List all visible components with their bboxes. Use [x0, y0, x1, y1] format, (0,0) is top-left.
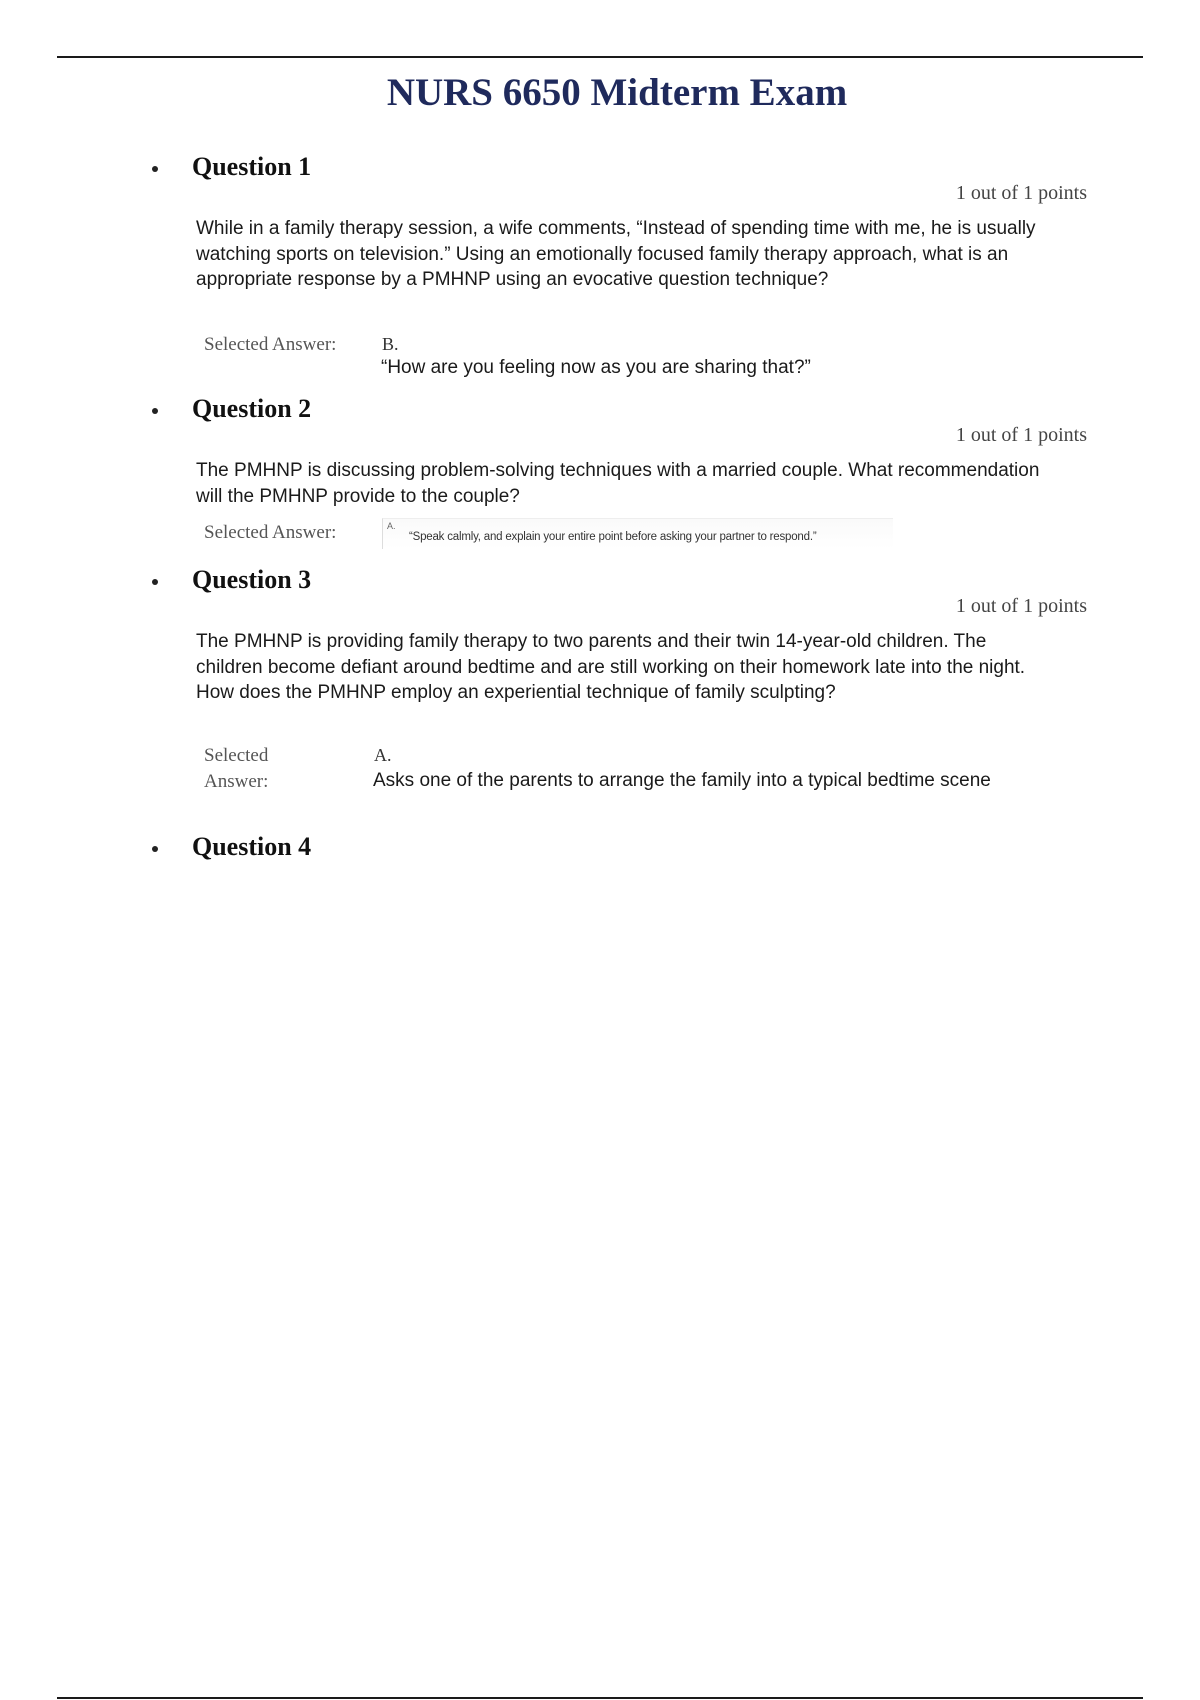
- selected-answer-label-line1: Selected: [204, 745, 269, 766]
- question-header: [152, 832, 1087, 864]
- question-4: [152, 832, 1087, 872]
- question-label: Question 4: [192, 832, 312, 861]
- bullet-icon: [152, 166, 158, 172]
- answer-snippet: [152, 518, 1087, 550]
- question-header: [152, 565, 1087, 597]
- top-rule: [57, 56, 1143, 58]
- answer-text: “How are you feeling now as you are sharing that?”: [381, 357, 811, 378]
- answer-letter: B.: [382, 334, 399, 354]
- bottom-rule: [57, 1697, 1143, 1699]
- points-score: 1 out of 1 points: [955, 182, 1087, 204]
- document-title: NURS 6650 Midterm Exam: [386, 71, 848, 114]
- answer-letter: A.: [374, 745, 392, 765]
- question-3: [152, 565, 1087, 825]
- points-score: 1 out of 1 points: [955, 424, 1087, 446]
- answer-text: “Speak calmly, and explain your entire point before asking your partner to respond.”: [409, 531, 817, 543]
- question-text: The PMHNP is discussing problem-solving techniques with a married couple. What recommendation will the PMHNP provide to the couple?: [196, 460, 1040, 507]
- answer-image: [382, 518, 893, 549]
- bullet-icon: [152, 579, 158, 585]
- question-label: Question 3: [192, 565, 312, 594]
- question-header: [152, 394, 1087, 426]
- question-1: [152, 152, 1087, 382]
- bullet-icon: [152, 846, 158, 852]
- question-text: While in a family therapy session, a wife comments, “Instead of spending time with me, he is usually watching sports on television.” Using an emotionally focused family therapy approach, what is an appropriate response by a PMHNP using an evocative question technique?: [196, 218, 1036, 290]
- points-score: 1 out of 1 points: [955, 595, 1087, 617]
- question-label: Question 2: [192, 394, 312, 423]
- question-2: [152, 394, 1087, 544]
- answer-text: Asks one of the parents to arrange the family into a typical bedtime scene: [373, 770, 991, 791]
- question-text: The PMHNP is providing family therapy to two parents and their twin 14-year-old children. The children become defiant around bedtime and are still working on their homework late into the night. How does the PMHNP employ an experiential technique of family sculpting?: [196, 631, 1026, 703]
- question-header: [152, 152, 1087, 184]
- selected-answer-label: Selected Answer:: [204, 334, 337, 355]
- selected-answer-label: Selected Answer:: [204, 522, 337, 543]
- question-label: Question 1: [192, 152, 312, 181]
- bullet-icon: [152, 408, 158, 414]
- answer-letter: A.: [387, 521, 396, 531]
- selected-answer-label-line2: Answer:: [204, 771, 269, 792]
